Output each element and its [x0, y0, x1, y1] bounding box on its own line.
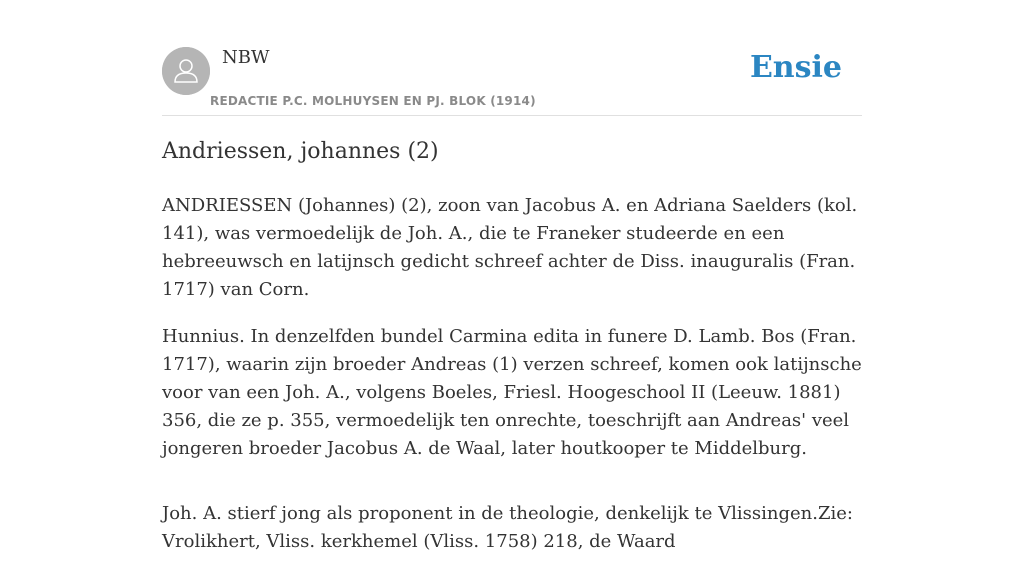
- user-avatar-icon[interactable]: [162, 47, 210, 95]
- article-paragraph: ANDRIESSEN (Johannes) (2), zoon van Jacobus A. en Adriana Saelders (kol. 141), was vermoedelijk de Joh. A., die te Franeker studeerde en een hebreeuwsch en latijnsch gedicht schreef achter de Diss. inauguralis (Fran. 1717) van Corn.: [162, 195, 858, 300]
- article-title: Andriessen, johannes (2): [162, 139, 439, 164]
- author-name[interactable]: NBW: [222, 47, 270, 68]
- article-paragraph: Joh. A. stierf jong als proponent in de theologie, denkelijk te Vlissingen.Zie: Vrolikhert, Vliss. kerkhemel (Vliss. 1758) 218, de Waard: [162, 503, 853, 552]
- editorial-byline: REDACTIE P.C. MOLHUYSEN EN PJ. BLOK (1914): [210, 94, 536, 108]
- article-paragraph: Hunnius. In denzelfden bundel Carmina edita in funere D. Lamb. Bos (Fran. 1717), waarin zijn broeder Andreas (1) verzen schreef, komen ook latijnsche voor van een Joh. A., volgens Boeles, Friesl. Hoogeschool II (Leeuw. 1881) 356, die ze p. 355, vermoedelijk ten onrechte, toeschrijft aan Andreas' veel jongeren broeder Jacobus A. de Waal, later houtkooper te Middelburg.: [162, 326, 862, 459]
- article-header: [162, 45, 862, 116]
- article-body: [162, 192, 862, 575]
- ensie-logo[interactable]: Ensie: [749, 50, 842, 85]
